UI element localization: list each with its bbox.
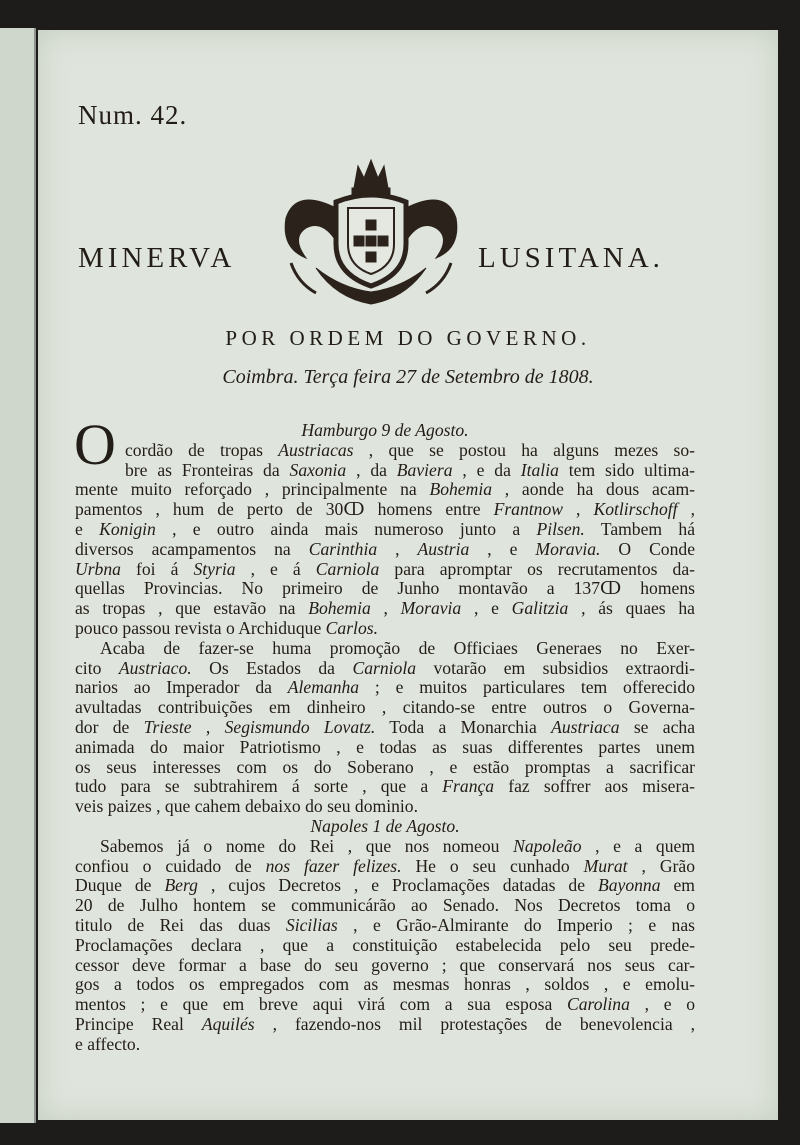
text-line [75, 797, 695, 817]
text-segment: , e [461, 598, 512, 619]
text-segment: narios ao Imperador da [75, 677, 288, 698]
dateline: Coimbra. Terça feira 27 de Setembro de 1808. [222, 366, 594, 388]
text-line [75, 480, 695, 500]
text-segment: Tambem há [584, 518, 695, 539]
text-line [75, 441, 695, 461]
text-line [75, 639, 695, 659]
italic-text: Urbna [75, 558, 121, 579]
italic-text: Sicilias [285, 914, 338, 935]
text-segment: veis paizes , que cahem debaixo do seu dominio. [75, 796, 418, 817]
text-line [75, 500, 695, 520]
text-segment: e affecto. [75, 1033, 141, 1054]
text-segment: avultadas contribuições em dinheiro , citando-se entre outros o Governa- [75, 697, 695, 718]
text-segment: mente muito reforçado , principalmente na [75, 479, 430, 500]
text-line [75, 777, 695, 797]
text-line [75, 995, 695, 1015]
text-segment: as tropas , que estavão na [75, 598, 309, 619]
text-segment: cordão de tropas [125, 439, 279, 460]
text-segment: , [370, 598, 401, 619]
text-line [75, 718, 695, 738]
italic-text: Baviera [396, 459, 453, 480]
text-segment: , e [469, 538, 536, 559]
italic-text: Murat [583, 855, 628, 876]
text-line [75, 461, 695, 481]
italic-text: Carlos. [325, 617, 378, 638]
text-segment: , fazendo-nos mil protestações de benevolencia , [254, 1013, 696, 1034]
text-segment: Os Estados da [191, 657, 353, 678]
text-line [75, 876, 695, 896]
text-segment: em [660, 875, 695, 896]
text-segment: bre as Fronteiras da [125, 459, 290, 480]
text-segment: votarão em subsidios extraordi- [416, 657, 696, 678]
italic-text: Moravia [400, 598, 462, 619]
text-segment: faz soffrer aos misera- [494, 776, 695, 797]
text-segment: quellas Provincias. No primeiro de Junho montavão a 137ↀ homens [75, 578, 695, 599]
italic-text: Bohemia [308, 598, 371, 619]
text-segment: Toda a Monarchia [375, 716, 552, 737]
text-segment: , e outro ainda mais numeroso junto a [155, 518, 537, 539]
italic-text: nos fazer felizes. [265, 855, 402, 876]
text-segment: , cujos Decretos , e Proclamações datadas de [197, 875, 598, 896]
text-segment: O Conde [600, 538, 696, 559]
text-segment: Napoles 1 de Agosto. [310, 815, 460, 836]
text-segment: , ás quaes ha [568, 598, 695, 619]
text-segment: titulo de Rei das duas [75, 914, 286, 935]
masthead-subtitle: POR ORDEM DO GOVERNO. [225, 326, 591, 350]
text-line [75, 956, 695, 976]
newspaper-page [38, 30, 778, 1120]
section-heading [75, 817, 695, 837]
text-segment: , e á [235, 558, 316, 579]
text-segment: Hamburgo 9 de Agosto. [301, 420, 469, 440]
text-segment: pamentos , hum de perto de 30ↀ homens entre [75, 499, 494, 520]
italic-text: Italia [520, 459, 559, 480]
text-line [75, 758, 695, 778]
text-segment: , [677, 499, 696, 520]
text-segment: , e a quem [581, 835, 696, 856]
issue-number: Num. 42. [78, 100, 188, 130]
text-segment: tem sido ultima- [558, 459, 695, 480]
text-segment: , [191, 716, 225, 737]
italic-text: Austriaca [551, 716, 620, 737]
text-line [75, 738, 695, 758]
text-segment: He o seu cunhado [401, 855, 584, 876]
text-segment: se acha [619, 716, 696, 737]
italic-text: Austria [417, 538, 470, 559]
coat-of-arms-icon [276, 158, 466, 310]
text-segment: gos a todos os empregados com as mesmas honras , soldos , e emolu- [75, 974, 695, 995]
italic-text: Konigin [99, 518, 156, 539]
italic-text: Bayonna [597, 875, 661, 896]
italic-text: Bohemia [429, 479, 493, 500]
text-line [75, 520, 695, 540]
italic-text: Napoleão [513, 835, 582, 856]
text-segment: , [377, 538, 418, 559]
text-segment: confiou o cuidado de [75, 855, 266, 876]
text-line [75, 936, 695, 956]
text-line [75, 857, 695, 877]
text-segment: , aonde ha dous acam- [492, 479, 695, 500]
text-segment: , Grão [627, 855, 696, 876]
text-segment: , da [346, 459, 397, 480]
section-heading [75, 421, 695, 441]
text-line [75, 916, 695, 936]
text-segment: diversos acampamentos na [75, 538, 309, 559]
text-segment: , e o [629, 994, 695, 1015]
text-segment: , [562, 499, 594, 520]
italic-text: Austriaco. [118, 657, 192, 678]
italic-text: Alemanha [287, 677, 360, 698]
text-line [75, 659, 695, 679]
italic-text: Kotlirschoff [593, 499, 678, 520]
italic-text: Galitzia [511, 598, 569, 619]
text-segment: mentos ; e que em breve aqui virá com a sua esposa [75, 994, 567, 1015]
text-segment: Principe Real [75, 1013, 202, 1034]
italic-text: Moravia. [535, 538, 601, 559]
text-segment: pouco passou revista o Archiduque [75, 617, 326, 638]
masthead-title-left: MINERVA [78, 242, 236, 274]
italic-text: Aquilés [201, 1013, 255, 1034]
italic-text: Carolina [566, 994, 630, 1015]
text-line [75, 599, 695, 619]
text-segment: tudo para se subtrahirem á sorte , que a [75, 776, 443, 797]
text-segment: dor de [75, 716, 144, 737]
italic-text: Carniola [315, 558, 380, 579]
italic-text: Styria [193, 558, 236, 579]
text-line [75, 698, 695, 718]
text-line [75, 579, 695, 599]
italic-text: Frantnow [493, 499, 563, 520]
text-segment: ; e muitos particulares tem offerecido [359, 677, 695, 698]
text-segment: 20 de Julho hontem se communicárão ao Senado. Nos Decretos toma o [75, 895, 695, 916]
text-segment: Acaba de fazer-se huma promoção de Officiaes Generaes no Exer- [100, 637, 695, 658]
italic-text: Carniola [352, 657, 417, 678]
text-segment: cito [75, 657, 119, 678]
text-segment: os seus interesses com os do Soberano , e estão promptas a sacrificar [75, 756, 695, 777]
text-line [75, 619, 695, 639]
text-line [75, 540, 695, 560]
text-line [75, 678, 695, 698]
italic-text: Austriacas [278, 439, 354, 460]
text-segment: animada do maior Patriotismo , e todas as suas differentes partes unem [75, 736, 695, 757]
text-segment: Duque de [75, 875, 165, 896]
text-segment: cessor deve formar a base do seu governo ; que conservará nos seus car- [75, 954, 695, 975]
drop-cap: O [74, 412, 116, 477]
article-body [74, 412, 696, 1055]
text-segment: Sabemos já o nome do Rei , que nos nomeou [100, 835, 514, 856]
italic-text: Pilsen. [536, 518, 585, 539]
text-line [75, 560, 695, 580]
text-segment: , e Grão-Almirante do Imperio ; e nas [337, 914, 695, 935]
italic-text: Trieste [143, 716, 192, 737]
masthead-title-right: LUSITANA. [478, 242, 664, 274]
italic-text: Saxonia [289, 459, 347, 480]
italic-text: França [442, 776, 495, 797]
text-segment: Proclamações declara , que a constituição estabelecida pelo seu prede- [75, 934, 695, 955]
italic-text: Berg [164, 875, 198, 896]
italic-text: Segismundo Lovatz. [224, 716, 376, 737]
text-line [75, 896, 695, 916]
text-line [75, 837, 695, 857]
text-line [75, 1015, 695, 1035]
italic-text: Carinthia [308, 538, 378, 559]
text-segment: , que se postou ha alguns mezes so- [353, 439, 695, 460]
text-line [75, 1035, 695, 1055]
text-line [75, 975, 695, 995]
text-segment: foi á [120, 558, 194, 579]
text-segment: e [75, 518, 100, 539]
text-segment: , e da [452, 459, 521, 480]
text-segment: para apromptar os recrutamentos da- [379, 558, 695, 579]
previous-page-edge [0, 28, 36, 1123]
